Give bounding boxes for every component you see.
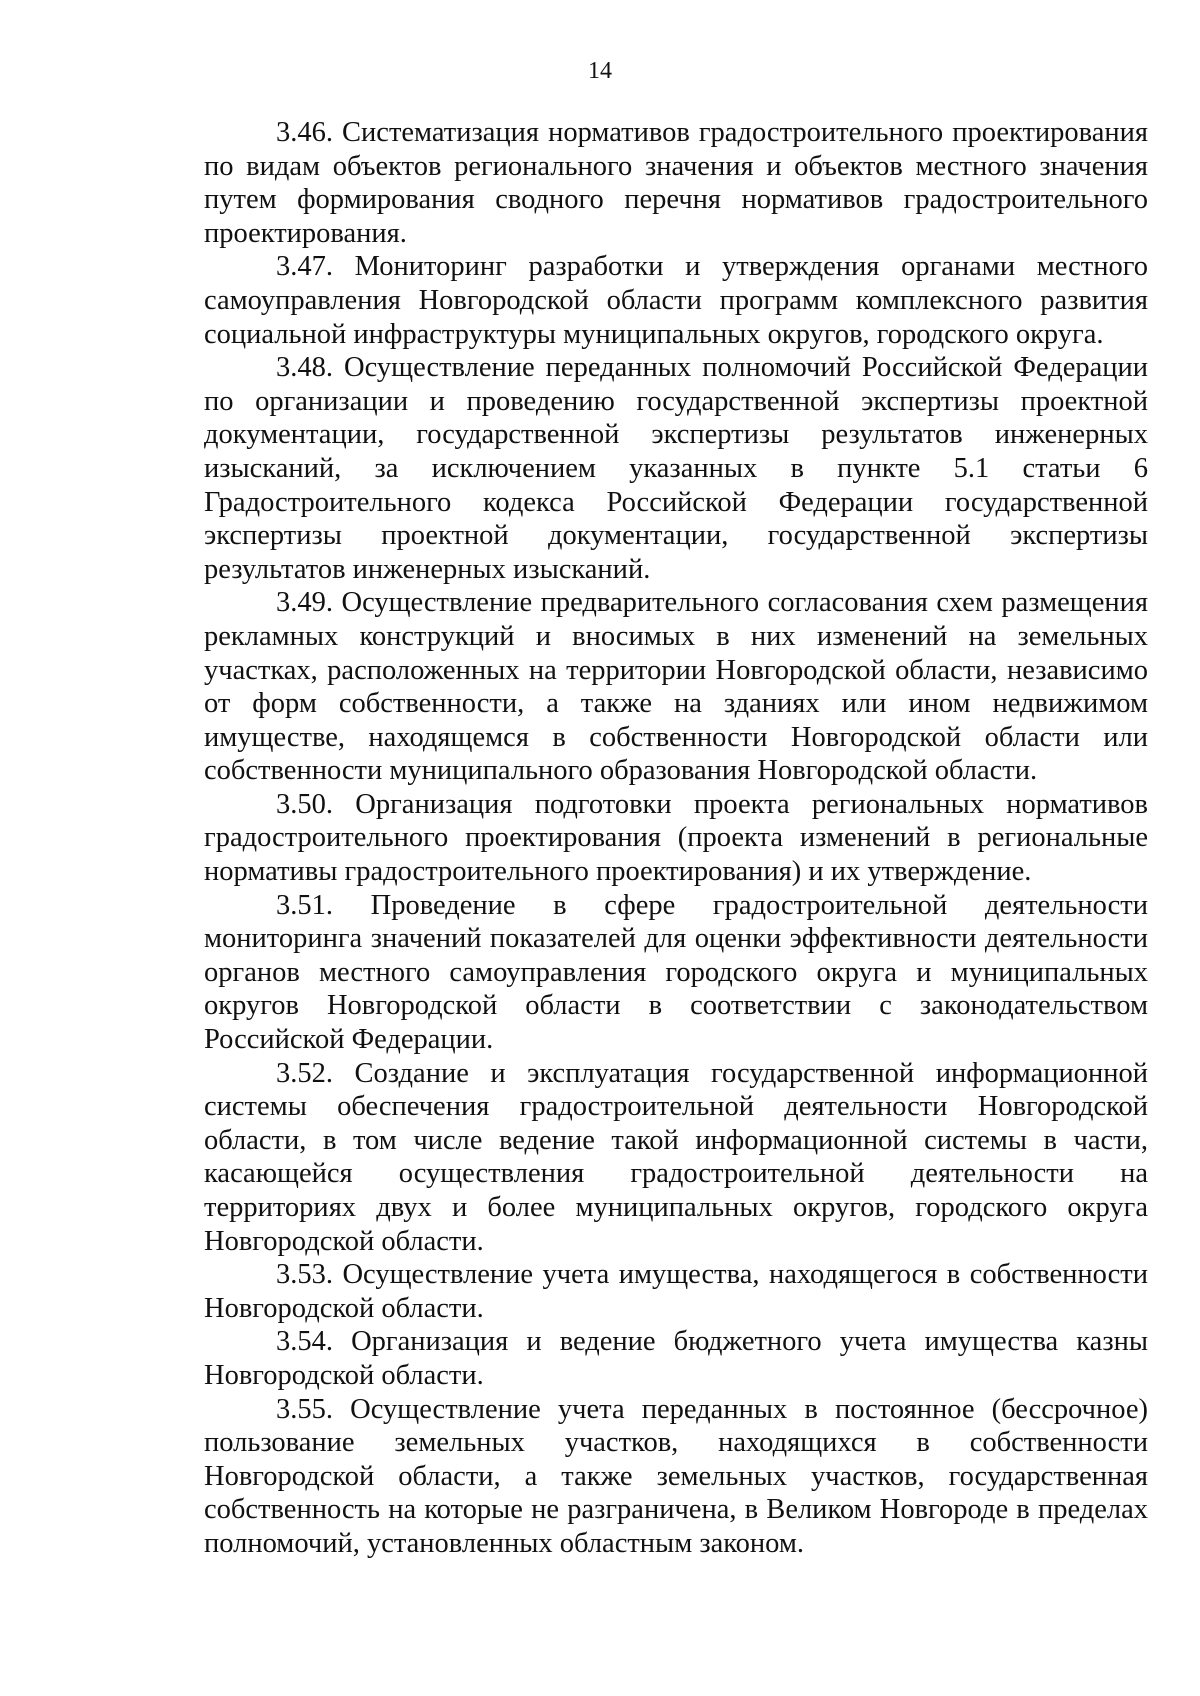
paragraph-3-50: 3.50. Организация подготовки проекта региональных нормативов градостроительного проектирования (проекта изменений в региональные нормативы градостроительного проектирования) и их утверждение. [204, 788, 1148, 888]
paragraph-3-46: 3.46. Систематизация нормативов градостроительного проектирования по видам объектов регионального значения и объектов местного значения путем формирования сводного перечня нормативов градостроительного проектирования. [204, 117, 1148, 249]
paragraph-3-53: 3.53. Осуществление учета имущества, находящегося в собственности Новгородской области. [204, 1259, 1148, 1324]
paragraph-3-52: 3.52. Создание и эксплуатация государственной информационной системы обеспечения градостроительной деятельности Новгородской области, в том числе ведение такой информационной системы в части, касающейся осуществления градостроительной деятельности на территориях двух и более муниципальных округов, городского округа Новгородской области. [204, 1057, 1148, 1257]
paragraph-3-47: 3.47. Мониторинг разработки и утверждения органами местного самоуправления Новгородской области программ комплексного развития социальной инфраструктуры муниципальных округов, городского округа. [204, 251, 1148, 350]
paragraph-3-51: 3.51. Проведение в сфере градостроительной деятельности мониторинга значений показателей для оценки эффективности деятельности органов местного самоуправления городского округа и муниципальных округов Новгородской области в соответствии с законодательством Российской Федерации. [204, 889, 1148, 1056]
page-number: 14 [588, 58, 612, 84]
paragraph-3-49: 3.49. Осуществление предварительного согласования схем размещения рекламных конструкций и вносимых в них изменений на земельных участках, расположенных на территории Новгородской области, независимо от форм собственности, а также на зданиях или ином недвижимом имуществе, находящемся в собственности Новгородской области или собственности муниципального образования Новгородской области. [204, 587, 1148, 787]
paragraph-3-48: 3.48. Осуществление переданных полномочий Российской Федерации по организации и проведению государственной экспертизы проектной документации, государственной экспертизы результатов инженерных изысканий, за исключением указанных в пункте 5.1 статьи 6 Градостроительного кодекса Российской Федерации государственной экспертизы проектной документации, государственной экспертизы результатов инженерных изысканий. [204, 352, 1148, 585]
paragraph-3-55: 3.55. Осуществление учета переданных в постоянное (бессрочное) пользование земельных участков, находящихся в собственности Новгородской области, а также земельных участков, государственная собственность на которые не разграничена, в Великом Новгороде в пределах полномочий, установленных областным законом. [204, 1393, 1148, 1559]
document-body [204, 116, 1148, 1561]
paragraph-3-54: 3.54. Организация и ведение бюджетного учета имущества казны Новгородской области. [204, 1326, 1148, 1391]
